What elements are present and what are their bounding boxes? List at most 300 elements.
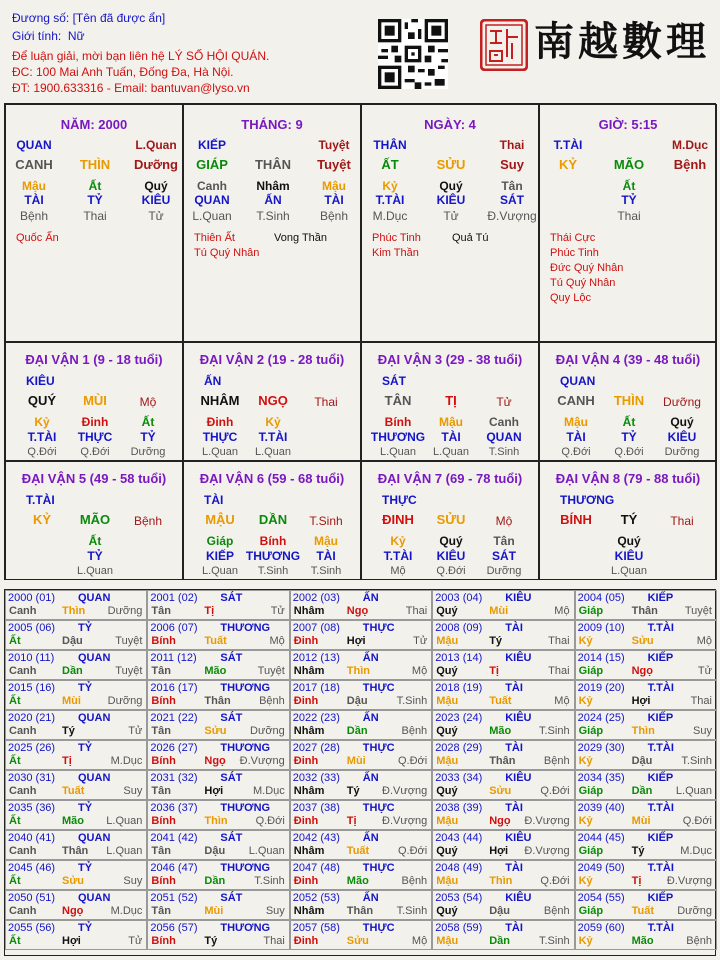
year-cell: [290, 680, 432, 710]
pillar-note: Thái Cực: [550, 232, 596, 244]
year-label: 2035 (36): [8, 802, 56, 814]
daivan-g: THỰC: [77, 430, 113, 444]
year-label: 2040 (41): [8, 832, 56, 844]
pillar-note: Quả Tú: [452, 232, 489, 244]
year-branch: Tị: [62, 755, 72, 767]
daivan-god: TÀI: [204, 493, 224, 507]
daivan-p: Dưỡng: [130, 446, 166, 458]
year-branch: Hợi: [631, 695, 651, 707]
year-label: 2022 (23): [292, 712, 340, 724]
year-branch: Mùi: [204, 905, 224, 917]
year-phase: M.Dục: [253, 785, 285, 797]
daivan-god: THƯƠNG: [560, 493, 615, 507]
year-branch: Thân: [204, 695, 231, 707]
year-label: 2012 (13): [292, 652, 340, 664]
year-label: 2056 (57): [150, 922, 198, 934]
year-stem: Giáp: [578, 605, 604, 617]
year-branch: Ngọ: [204, 755, 226, 767]
year-cell: [5, 620, 147, 650]
year-stem: Ất: [9, 635, 21, 647]
year-god: T.TÀI: [647, 622, 674, 634]
daivan-branch: MÙI: [83, 393, 107, 408]
year-branch: Mùi: [489, 605, 509, 617]
year-cell: [290, 800, 432, 830]
year-phase: Tử: [270, 605, 285, 617]
year-god: T.TÀI: [647, 922, 674, 934]
daivan-h: Quý: [439, 534, 463, 548]
year-label: 2050 (51): [8, 892, 56, 904]
year-label: 2030 (31): [8, 772, 56, 784]
daivan-god: SÁT: [382, 374, 406, 388]
year-phase: Bệnh: [686, 935, 712, 947]
year-stem: Ất: [9, 875, 21, 887]
pillar-note: Phúc Tinh: [372, 232, 421, 244]
year-cell: [575, 650, 717, 680]
year-cell: [5, 890, 147, 920]
year-phase: Suy: [123, 785, 143, 797]
daivan-g: TÀI: [316, 549, 336, 563]
year-branch: Tuất: [204, 635, 227, 647]
pillar-r4-1: ẤN: [264, 193, 282, 207]
year-phase: Đ.Vượng: [666, 875, 712, 887]
daivan-p: Dưỡng: [486, 565, 522, 577]
pillar-cell: [5, 104, 183, 342]
year-stem: Ất: [9, 935, 21, 947]
daivan-p: Q.Đới: [80, 446, 110, 458]
pillar-r3-2: Quý: [144, 179, 168, 193]
year-cell: [575, 890, 717, 920]
year-label: 2003 (04): [435, 592, 483, 604]
year-god: TÀI: [505, 802, 523, 814]
year-label: 2038 (39): [435, 802, 483, 814]
year-phase: Suy: [123, 875, 143, 887]
year-label: 2033 (34): [435, 772, 483, 784]
year-label: 2052 (53): [292, 892, 340, 904]
year-label: 2000 (01): [8, 592, 56, 604]
year-phase: Bệnh: [401, 875, 428, 887]
year-branch: Tý: [62, 725, 75, 737]
year-branch: Tị: [631, 875, 642, 887]
pillar-r5-1: T.Sinh: [256, 209, 290, 223]
year-cell: [290, 710, 432, 740]
year-phase: Mộ: [554, 605, 570, 617]
daivan-p: Q.Đới: [614, 446, 644, 458]
year-cell: [575, 620, 717, 650]
daivan-p: T.Sinh: [488, 446, 520, 458]
year-label: 2042 (43): [292, 832, 340, 844]
year-stem: Đinh: [293, 815, 319, 827]
pillar-r4-1: KIÊU: [436, 193, 466, 207]
year-stem: Giáp: [578, 665, 604, 677]
daivan-h: Quý: [670, 415, 694, 429]
daivan-cell: [183, 342, 361, 461]
pillar-r5-2: Đ.Vượng: [487, 209, 537, 223]
year-branch: Mão: [631, 935, 654, 947]
pillar-r3-1: Ất: [88, 179, 102, 193]
year-label: 2001 (02): [150, 592, 198, 604]
pillar-r5-1: Tử: [443, 209, 459, 223]
daivan-g: TÀI: [566, 430, 586, 444]
year-label: 2034 (35): [577, 772, 625, 784]
year-label: 2031 (32): [150, 772, 198, 784]
daivan-phase: Thai: [670, 514, 694, 528]
daivan-p: L.Quan: [254, 446, 292, 458]
daivan-p: T.Sinh: [257, 565, 289, 577]
year-cell: [5, 800, 147, 830]
year-branch: Dần: [489, 935, 510, 947]
year-cell: [575, 710, 717, 740]
daivan-stem: NHÂM: [200, 393, 240, 408]
year-god: T.TÀI: [647, 862, 674, 874]
year-cell: [432, 620, 574, 650]
year-branch: Ngọ: [346, 605, 369, 617]
year-god: QUAN: [78, 772, 111, 784]
pillar-cell: [539, 104, 717, 342]
year-branch: Sửu: [489, 785, 512, 797]
year-god: THƯƠNG: [220, 802, 271, 814]
daivan-cell: [5, 342, 183, 461]
year-stem: Nhâm: [293, 605, 325, 617]
daivan-cell: [361, 461, 539, 580]
pillar-r3-2: Mậu: [322, 179, 346, 193]
year-stem: Tân: [151, 665, 171, 677]
qr-code-icon: [378, 19, 448, 89]
daivan-h: Canh: [489, 415, 519, 429]
pillar-title: THÁNG: 9: [241, 117, 303, 132]
pillar-r5-2: Bệnh: [319, 209, 349, 223]
year-cell: [290, 590, 432, 620]
year-phase: Bệnh: [259, 695, 285, 707]
daivan-g: T.TÀI: [27, 430, 57, 444]
year-branch: Thìn: [489, 875, 513, 887]
year-branch: Mùi: [62, 695, 81, 707]
year-stem: Quý: [436, 665, 458, 677]
year-branch: Mão: [62, 815, 84, 827]
year-stem: Mậu: [436, 815, 459, 827]
year-phase: Thai: [405, 605, 428, 617]
pillar-r3-1: Nhâm: [256, 179, 290, 193]
year-label: 2036 (37): [150, 802, 198, 814]
year-branch: Hợi: [346, 635, 366, 647]
daivan-cell: [183, 461, 361, 580]
year-label: 2055 (56): [8, 922, 56, 934]
year-god: KIÊU: [505, 592, 532, 604]
year-phase: Q.Đới: [397, 845, 428, 857]
daivan-g: TỶ: [140, 430, 156, 444]
year-branch: Thân: [631, 605, 658, 617]
year-phase: Thai: [263, 935, 285, 947]
year-phase: Tử: [128, 725, 143, 737]
daivan-branch: NGỌ: [258, 393, 288, 408]
daivan-god: THỰC: [382, 493, 417, 507]
year-god: QUAN: [78, 592, 111, 604]
year-cell: [147, 710, 289, 740]
daivan-title: ĐẠI VẬN 1 (9 - 18 tuổi): [25, 352, 163, 367]
year-branch: Hợi: [489, 845, 509, 857]
pillar-r3-0: Kỷ: [382, 179, 398, 193]
year-phase: Dưỡng: [107, 605, 143, 617]
year-branch: Tuất: [631, 905, 654, 917]
daivan-stem: CANH: [557, 393, 595, 408]
year-god: SÁT: [220, 892, 243, 904]
year-stem: Bính: [151, 875, 176, 887]
pillar-r2-1: THÌN: [79, 157, 111, 172]
year-cell: [147, 740, 289, 770]
daivan-phase: Dưỡng: [663, 395, 701, 409]
year-stem: Bính: [151, 935, 176, 947]
year-phase: Bệnh: [543, 755, 570, 767]
year-phase: L.Quan: [106, 845, 143, 857]
year-phase: L.Quan: [675, 785, 712, 797]
year-god: THƯƠNG: [220, 622, 271, 634]
pillar-title: NGÀY: 4: [424, 117, 476, 132]
year-god: T.TÀI: [647, 802, 674, 814]
year-god: THỰC: [362, 622, 395, 634]
daivan-h: Bính: [259, 534, 287, 548]
year-branch: Sửu: [631, 635, 654, 647]
pillar-r2-2: Dưỡng: [134, 157, 178, 172]
daivan-p: L.Quan: [610, 565, 648, 577]
daivan-p: Mộ: [390, 565, 406, 577]
daivan-h: Kỷ: [390, 534, 406, 548]
daivan-h: Mậu: [564, 415, 588, 429]
year-stem: Giáp: [578, 785, 604, 797]
pillar-r4-2: SÁT: [500, 193, 524, 207]
pillar-note: Vong Thần: [274, 232, 328, 244]
year-phase: Đ.Vượng: [382, 785, 428, 797]
seal-stamp-icon: [480, 19, 528, 71]
year-phase: T.Sinh: [254, 875, 285, 887]
year-branch: Thìn: [204, 815, 228, 827]
year-branch: Dậu: [346, 695, 368, 707]
year-phase: Suy: [265, 905, 285, 917]
daivan-branch: DẦN: [258, 512, 288, 527]
year-branch: Hợi: [62, 935, 81, 947]
year-god: ẤN: [362, 592, 379, 604]
year-phase: T.Sinh: [681, 755, 712, 767]
daivan-cell: [539, 461, 717, 580]
year-cell: [290, 620, 432, 650]
year-cell: [432, 680, 574, 710]
year-god: THƯƠNG: [220, 862, 271, 874]
year-stem: Tân: [151, 905, 171, 917]
year-stem: Tân: [151, 785, 171, 797]
year-label: 2007 (08): [292, 622, 340, 634]
year-god: KIẾP: [647, 892, 674, 904]
year-cell: [147, 800, 289, 830]
year-phase: Q.Đới: [397, 755, 428, 767]
pillar-r3-1: Ất: [622, 179, 636, 193]
year-phase: Mộ: [269, 635, 285, 647]
daivan-p: Q.Đới: [27, 446, 57, 458]
pillar-r1-2: Tuyệt: [318, 138, 350, 152]
pillar-r5-2: Tử: [148, 209, 164, 223]
pillar-r2-2: Tuyệt: [317, 157, 351, 172]
year-god: TỶ: [78, 862, 93, 874]
year-cell: [147, 830, 289, 860]
year-stem: Ất: [9, 755, 21, 767]
year-stem: Canh: [9, 905, 37, 917]
year-cell: [432, 650, 574, 680]
year-stem: Đinh: [293, 695, 319, 707]
year-label: 2059 (60): [577, 922, 625, 934]
year-label: 2048 (49): [435, 862, 483, 874]
year-cell: [147, 590, 289, 620]
year-label: 2025 (26): [8, 742, 56, 754]
pillar-note: Thiên Ất: [194, 232, 235, 244]
year-god: THƯƠNG: [220, 922, 271, 934]
pillar-r2-0: KỶ: [558, 157, 578, 172]
daivan-h: Bính: [384, 415, 412, 429]
year-god: KIẾP: [647, 772, 674, 784]
pillar-note: Quốc Ấn: [16, 232, 59, 244]
daivan-g: T.TÀI: [258, 430, 288, 444]
year-god: TÀI: [505, 862, 523, 874]
year-cell: [290, 770, 432, 800]
daivan-g: THƯƠNG: [370, 430, 426, 444]
daivan-p: L.Quan: [201, 565, 239, 577]
pillar-title: NĂM: 2000: [60, 117, 128, 132]
daivan-h: Ất: [141, 415, 155, 429]
year-branch: Thân: [62, 845, 89, 857]
year-cell: [290, 860, 432, 890]
year-stem: Mậu: [436, 875, 459, 887]
year-god: QUAN: [78, 892, 111, 904]
daivan-g: T.TÀI: [383, 549, 413, 563]
daivan-stem: TÂN: [384, 393, 412, 408]
year-label: 2047 (48): [292, 862, 340, 874]
year-stem: Tân: [151, 605, 171, 617]
daivan-p: Dưỡng: [664, 446, 700, 458]
year-phase: Mộ: [411, 935, 428, 947]
year-cell: [147, 620, 289, 650]
daivan-p: L.Quan: [432, 446, 470, 458]
year-stem: Ất: [9, 815, 21, 827]
year-god: THỰC: [362, 682, 395, 694]
year-branch: Hợi: [204, 785, 224, 797]
daivan-phase: Mộ: [495, 514, 513, 528]
year-god: QUAN: [78, 832, 111, 844]
year-stem: Quý: [436, 725, 458, 737]
year-cell: [147, 650, 289, 680]
daivan-stem: MẬU: [205, 512, 235, 527]
year-phase: Suy: [693, 725, 712, 737]
year-cell: [575, 590, 717, 620]
daivan-god: KIÊU: [26, 374, 55, 388]
year-branch: Tị: [204, 605, 215, 617]
year-god: THỰC: [362, 922, 395, 934]
year-god: THỰC: [362, 742, 395, 754]
year-branch: Dậu: [62, 635, 83, 647]
year-stem: Canh: [9, 785, 37, 797]
year-stem: Giáp: [578, 845, 604, 857]
year-stem: Kỷ: [578, 695, 593, 707]
year-branch: Ngọ: [631, 665, 653, 677]
year-stem: Quý: [436, 785, 458, 797]
year-cell: [5, 920, 147, 950]
year-phase: T.Sinh: [539, 725, 570, 737]
year-stem: Bính: [151, 815, 176, 827]
daivan-g: TỶ: [621, 430, 637, 444]
year-god: KIÊU: [505, 712, 532, 724]
daivan-phase: Thai: [314, 395, 338, 409]
year-god: KIÊU: [505, 772, 532, 784]
year-cell: [290, 890, 432, 920]
year-cell: [432, 830, 574, 860]
year-stem: Nhâm: [293, 725, 325, 737]
year-god: T.TÀI: [647, 742, 674, 754]
year-stem: Quý: [436, 605, 458, 617]
year-cell: [147, 890, 289, 920]
pillar-r4-2: TÀI: [324, 193, 344, 207]
pillar-r1-2: L.Quan: [135, 138, 177, 152]
year-label: 2057 (58): [292, 922, 340, 934]
year-stem: Bính: [151, 755, 176, 767]
year-stem: Ất: [9, 695, 21, 707]
year-god: SÁT: [220, 712, 243, 724]
year-phase: Q.Đới: [255, 815, 285, 827]
year-phase: Thai: [548, 635, 570, 647]
year-god: SÁT: [220, 832, 243, 844]
daivan-title: ĐẠI VẬN 8 (79 - 88 tuổi): [555, 471, 701, 486]
year-cell: [5, 770, 147, 800]
daivan-cell: [539, 342, 717, 461]
year-god: QUAN: [78, 712, 111, 724]
year-stem: Quý: [436, 845, 458, 857]
daivan-branch: TÝ: [620, 512, 638, 527]
year-branch: Thân: [489, 755, 516, 767]
year-phase: Tử: [128, 935, 143, 947]
daivan-phase: Tử: [496, 395, 512, 409]
year-phase: Đ.Vượng: [382, 815, 428, 827]
contact-line: Để luận giải, mời bạn liên hệ LÝ SỐ HỘI QUÁN.: [12, 49, 270, 63]
year-god: KIẾP: [647, 592, 674, 604]
year-stem: Nhâm: [293, 905, 325, 917]
pillar-r4-0: QUAN: [194, 193, 230, 207]
year-phase: Dưỡng: [677, 905, 712, 917]
year-branch: Mùi: [346, 755, 366, 767]
year-stem: Nhâm: [293, 785, 325, 797]
year-stem: Mậu: [436, 695, 459, 707]
year-cell: [147, 680, 289, 710]
year-phase: M.Dục: [680, 845, 712, 857]
daivan-branch: THÌN: [613, 393, 645, 408]
pillar-r5-1: Thai: [83, 209, 107, 223]
year-phase: L.Quan: [106, 815, 143, 827]
year-god: THƯƠNG: [220, 682, 271, 694]
pillar-note: Quy Lộc: [550, 292, 591, 304]
year-cell: [432, 890, 574, 920]
year-branch: Thân: [346, 905, 374, 917]
annual-luck-table: [4, 589, 716, 956]
year-god: T.TÀI: [647, 682, 674, 694]
pillar-r2-2: Suy: [500, 157, 524, 172]
year-branch: Tuất: [62, 785, 85, 797]
pillar-r1-0: QUAN: [16, 138, 52, 152]
daivan-g: TÀI: [441, 430, 461, 444]
year-stem: Kỷ: [578, 815, 593, 827]
year-god: ẤN: [362, 712, 379, 724]
year-cell: [147, 770, 289, 800]
year-label: 2046 (47): [150, 862, 198, 874]
year-label: 2044 (45): [577, 832, 625, 844]
pillar-r4-1: TỶ: [621, 193, 637, 207]
year-phase: Tuyệt: [257, 665, 285, 677]
year-god: TỶ: [78, 682, 93, 694]
year-phase: Tuyệt: [115, 635, 143, 647]
year-label: 2002 (03): [292, 592, 340, 604]
year-phase: Thai: [548, 665, 570, 677]
